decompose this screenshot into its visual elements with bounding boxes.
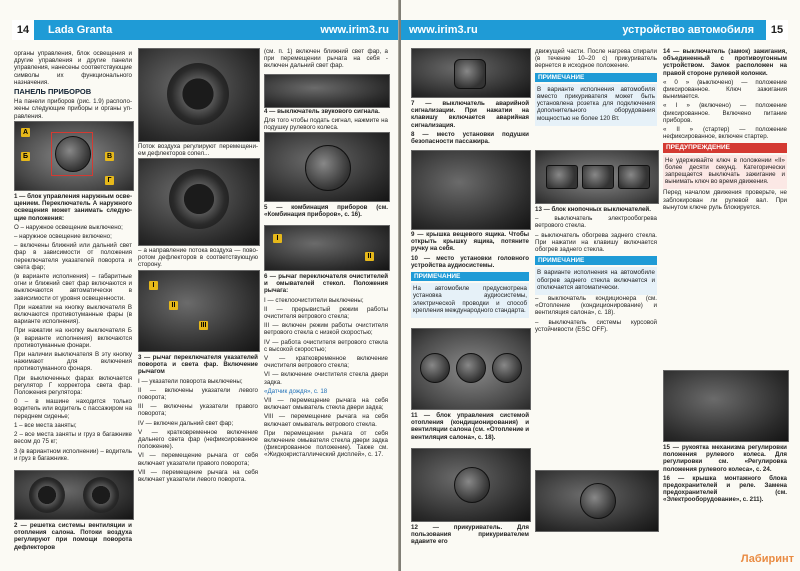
list-item: I — стеклоочистители выключены; bbox=[264, 296, 364, 304]
right-column-1c bbox=[411, 412, 529, 443]
steering-hub bbox=[305, 145, 351, 191]
marker-i: I bbox=[273, 234, 282, 243]
caption-15: 15 — рукоятка механизма регулировки положения рулевого колеса. Для регулировки см. «Регулировка положения рулевого колеса», с. 24. bbox=[663, 444, 787, 473]
turn-signal-lever-photo bbox=[138, 270, 260, 352]
warning-heading: ПРЕДУПРЕЖДЕНИЕ bbox=[663, 143, 787, 152]
marker-a: А bbox=[22, 129, 29, 136]
site-url: www.irim3.ru bbox=[320, 24, 389, 36]
temp-knob bbox=[492, 353, 522, 383]
left-column-1 bbox=[14, 50, 132, 122]
note-heading: ПРИМЕЧАНИЕ bbox=[535, 256, 657, 265]
hazard-switch-photo bbox=[411, 48, 531, 98]
vent-right bbox=[83, 477, 119, 513]
caption-9: 9 — крышка вещевого ящика. Чтобы открыть крышку ящика, потяните ручку на себя. bbox=[411, 231, 529, 253]
section-heading: ПАНЕЛЬ ПРИБОРОВ bbox=[14, 87, 92, 97]
cross-reference-link[interactable]: «Датчик дождя», с. 18 bbox=[264, 387, 328, 395]
left-column-3b bbox=[264, 108, 388, 134]
caption-8: 8 — место установки подушки безопасности пассажира. bbox=[411, 130, 529, 146]
paragraph: (см. п. 1) включен ближний свет фар, а при перемещении рычага на себя - включен дальний свет фар. bbox=[264, 48, 388, 70]
list-item: II — прерывистый режим работы очистителя ветрового стекла; bbox=[264, 305, 388, 321]
wiper-lever-photo bbox=[264, 225, 390, 271]
button-heated-windshield bbox=[546, 165, 578, 189]
list-item: – выключатель системы курсовой устойчивости (ESC OFF). bbox=[535, 318, 657, 333]
left-page-header bbox=[12, 20, 399, 40]
list-item: « II » (стартер) — положение нефиксированное, включен стартер. bbox=[663, 126, 787, 141]
list-item: (в варианте исполнения) – габаритные огни и ближний свет фар включаются и выключаются автоматически в зависимости от уровня освещенности. bbox=[14, 273, 132, 302]
page-number: 14 bbox=[12, 20, 34, 40]
list-item: III — включены указатели правого поворота; bbox=[138, 403, 258, 418]
caption-vent: Поток воздуха регулируют перемещением дефлекторов сопел... bbox=[138, 143, 258, 158]
paragraph: При выключенных фарах включается регулятор Г корректора света фар. Положения регулятора: bbox=[14, 374, 132, 397]
section-title: устройство автомобиля bbox=[622, 24, 754, 36]
caption-4: 4 — выключатель звукового сигнала. bbox=[264, 108, 380, 115]
caption-7: 7 — выключатель аварийной сигнализации. При нажатии на клавишу включается аварийная сигнализация. bbox=[411, 100, 529, 129]
mode-knob bbox=[456, 353, 486, 383]
list-item: VI — перемещение рычага от себя включает указатели правого поворота; bbox=[138, 452, 258, 467]
caption-11: 11 — блок управления системой отопления (кондиционирования) и вентиляции салона (см. «Отопление и вентиляция салона», с. 18). bbox=[411, 412, 529, 441]
caption-5: 5 — комбинация приборов (см. «Комбинация приборов», с. 16). bbox=[264, 204, 388, 219]
caption-14: 14 — выключатель (замок) зажигания, объединенный с противоугонным устройством. Замок расположен на правой стороне рулевой колонки. bbox=[663, 48, 787, 77]
marker-v: В bbox=[106, 153, 113, 160]
list-item: « I » (включено) — положение фиксированное. Включено питание приборов. bbox=[663, 102, 787, 124]
highlight-box bbox=[51, 132, 93, 176]
caption-6: 6 — рычаг переключателя очистителей и омывателей стекол. Положения рычага: bbox=[264, 273, 388, 295]
right-page bbox=[401, 0, 800, 571]
list-item: V — кратковременное включение очистителя ветрового стекла; bbox=[264, 355, 388, 370]
vent-left bbox=[29, 477, 65, 513]
list-item: 1 – все места заняты; bbox=[14, 421, 77, 429]
site-url: www.irim3.ru bbox=[409, 24, 478, 36]
light-switch-photo bbox=[14, 121, 134, 191]
list-item: VII — перемещение рычага на себя включает омыватель стекла двери задка; bbox=[264, 397, 388, 412]
ignition-lock-photo bbox=[535, 470, 659, 532]
right-page-header bbox=[401, 20, 788, 40]
list-item: О – наружное освещение выключено; bbox=[14, 223, 123, 231]
right-column-1a bbox=[411, 100, 529, 147]
right-column-2b bbox=[535, 206, 657, 335]
climate-control-photo bbox=[411, 328, 531, 410]
marker-i: I bbox=[149, 281, 158, 290]
right-column-3a bbox=[663, 48, 787, 213]
note-heading: ПРИМЕЧАНИЕ bbox=[535, 73, 657, 82]
left-column-2c bbox=[138, 354, 258, 485]
list-item: VII — перемещение рычага на себя включает указатели левого поворота. bbox=[138, 468, 258, 484]
button-block-photo bbox=[535, 150, 659, 204]
finger-on-vent-photo bbox=[138, 48, 260, 142]
brand-title: Lada Granta bbox=[48, 24, 113, 36]
list-item: I — указатели поворота выключены; bbox=[138, 377, 243, 385]
list-item: IV — работа очистителя ветрового стекла с высокой скоростью; bbox=[264, 338, 388, 353]
left-page bbox=[0, 0, 399, 571]
note-heading: ПРИМЕЧАНИЕ bbox=[411, 272, 529, 281]
left-column-2a bbox=[138, 143, 258, 159]
list-item: 0 – в машине находится только водитель или водитель с пассажиром на переднем сиденье; bbox=[14, 398, 132, 420]
left-column-3d bbox=[264, 273, 388, 461]
list-item: V — кратковременное включение дальнего света фар (нефиксированное положение). bbox=[138, 428, 258, 451]
button-rear-defrost bbox=[582, 165, 614, 189]
caption-12: 12 — прикуриватель. Для пользования прикуривателем вдавите его bbox=[411, 524, 529, 546]
marker-ii: II bbox=[365, 252, 374, 261]
right-column-1b bbox=[411, 231, 529, 318]
marker-ii: II bbox=[169, 301, 178, 310]
left-column-3a bbox=[264, 48, 388, 72]
list-item: При нажатии на кнопку выключателя Б (в варианте исполнения) включаются противотуманные фонари. bbox=[14, 327, 132, 349]
list-item: VIII — перемещение рычага на себя включает омыватель ветрового стекла. bbox=[264, 413, 388, 428]
page-number: 15 bbox=[766, 20, 788, 40]
paragraph: движущей части. После нагрева спирали (в течение 10–20 с) прикуриватель вернется в исходное положение. bbox=[535, 48, 657, 70]
hazard-button bbox=[454, 59, 486, 89]
paragraph: Перед началом движения проверьте, не заблокирован ли рулевой вал. При вынутом ключе руль блокируется. bbox=[663, 189, 787, 211]
list-item: – наружное освещение включено; bbox=[14, 233, 112, 241]
steering-adjust-photo bbox=[663, 370, 789, 442]
caption-13: 13 — блок кнопочных выключателей. bbox=[535, 206, 651, 213]
list-item: III — включен режим работы очистителя ветрового стекла с низкой скоростью; bbox=[264, 322, 388, 337]
caption-16: 16 — крышка монтажного блока предохранителей и реле. Замена предохранителей (см. «Электрооборудование», с. 211). bbox=[663, 474, 787, 504]
left-column-2b bbox=[138, 247, 258, 271]
right-column-2a bbox=[535, 48, 657, 126]
paragraph: Для того чтобы подать сигнал, нажмите на подушку рулевого колеса. bbox=[264, 117, 388, 132]
horn-photo bbox=[264, 74, 390, 108]
right-column-3b bbox=[663, 444, 787, 506]
list-item: – включены ближний или дальний свет фар в зависимости от положения переключателя указателей поворота и света фар; bbox=[14, 242, 132, 271]
glovebox-photo bbox=[411, 150, 531, 230]
left-column-1c bbox=[14, 522, 132, 553]
list-item: « 0 » (выключено) — положение фиксированное. Ключ зажигания вынимается. bbox=[663, 78, 787, 101]
publisher-watermark: Лабиринт bbox=[740, 553, 794, 565]
list-item: 2 – все места заняты и груз в багажнике весом до 75 кг; bbox=[14, 431, 132, 446]
caption-3: 3 — рычаг переключателя указателей поворота и света фар. Включение рычагом bbox=[138, 354, 258, 376]
marker-b: Б bbox=[22, 153, 29, 160]
intro-text: органы управления, блок освещения и другие управления и другие панели управления, нанесены соответствующие символы их функционального назначения. bbox=[14, 50, 132, 86]
ignition-lock bbox=[580, 483, 616, 519]
paragraph: На панели приборов (рис. 1.9) расположены следующие приборы и органы управления. bbox=[14, 98, 132, 120]
caption-10: 10 — место установки головного устройства аудиосистемы. bbox=[411, 254, 529, 269]
steering-wheel-photo bbox=[264, 132, 390, 202]
vent-arrow-photo bbox=[138, 158, 260, 246]
left-column-1b bbox=[14, 193, 132, 464]
list-item: II — включены указатели левого поворота; bbox=[138, 386, 258, 402]
fan-knob bbox=[420, 353, 450, 383]
list-item: – выключатель кондиционера (см. «Отопление (кондиционирование) и вентиляция салона», с. 18). bbox=[535, 295, 657, 317]
left-column-3c bbox=[264, 204, 388, 220]
list-item: При нажатии на кнопку выключателя В включаются противотуманные фары (в варианте исполнения). bbox=[14, 303, 132, 326]
note-text: На автомобиле предусмотрена установка аудиосистемы, электрической проводки и способ крепления международного стандарта. bbox=[413, 285, 527, 314]
list-item: VI — включение очистителя стекла двери задка. bbox=[264, 371, 388, 386]
note-text: В варианте исполнения на автомобиле обогрев заднего стекла включается и отключается автоматически. bbox=[537, 269, 655, 291]
list-item: 3 (в вариантном исполнении) – водитель и груз в багажнике. bbox=[14, 447, 132, 462]
warning-text: Не удерживайте ключ в положении «II» более десяти секунд. Категорически запрещается выключать зажигание и вынимать ключ во время движения. bbox=[665, 156, 785, 186]
right-column-1d bbox=[411, 524, 529, 548]
round-vent bbox=[167, 63, 229, 125]
vents-photo bbox=[14, 470, 134, 520]
list-item: IV — включен дальний свет фар; bbox=[138, 419, 234, 427]
lighter-socket bbox=[454, 467, 490, 503]
marker-iii: III bbox=[200, 322, 207, 329]
round-vent bbox=[169, 169, 229, 229]
caption-arrow: – а направление потока воздуха — поворотом дефлекторов в соответствующую сторону. bbox=[138, 247, 258, 269]
list-item: – выключатель обогрева заднего стекла. При нажатии на клавишу включается обогрев заднего стекла. bbox=[535, 231, 657, 254]
list-item: – выключатель электрообогрева ветрового стекла. bbox=[535, 215, 657, 230]
marker-g: Г bbox=[105, 176, 114, 185]
cigarette-lighter-photo bbox=[411, 448, 531, 522]
caption-1: 1 — блок управления наружным освещением. Переключатель А наружного освещения может занимать следующие положения: bbox=[14, 193, 132, 222]
paragraph: При перемещении рычага от себя включение омывателя стекла двери задка (фиксированное положение). Также см. «Жидкокристаллический дисплей», с. 17. bbox=[264, 429, 388, 459]
button-ac bbox=[618, 165, 650, 189]
note-text: В варианте исполнения автомобиля вместо прикуривателя может быть установлена розетка для подключения дополнительного оборудования мощностью не более 120 Вт. bbox=[537, 85, 655, 122]
list-item: При наличии выключателя В эту кнопку нажимают для включения противотуманного фонаря. bbox=[14, 351, 132, 373]
caption-2: 2 — решетка системы вентиляции и отопления салона. Потоки воздуха регулируют при помощи поворота дефлекторов bbox=[14, 522, 132, 551]
